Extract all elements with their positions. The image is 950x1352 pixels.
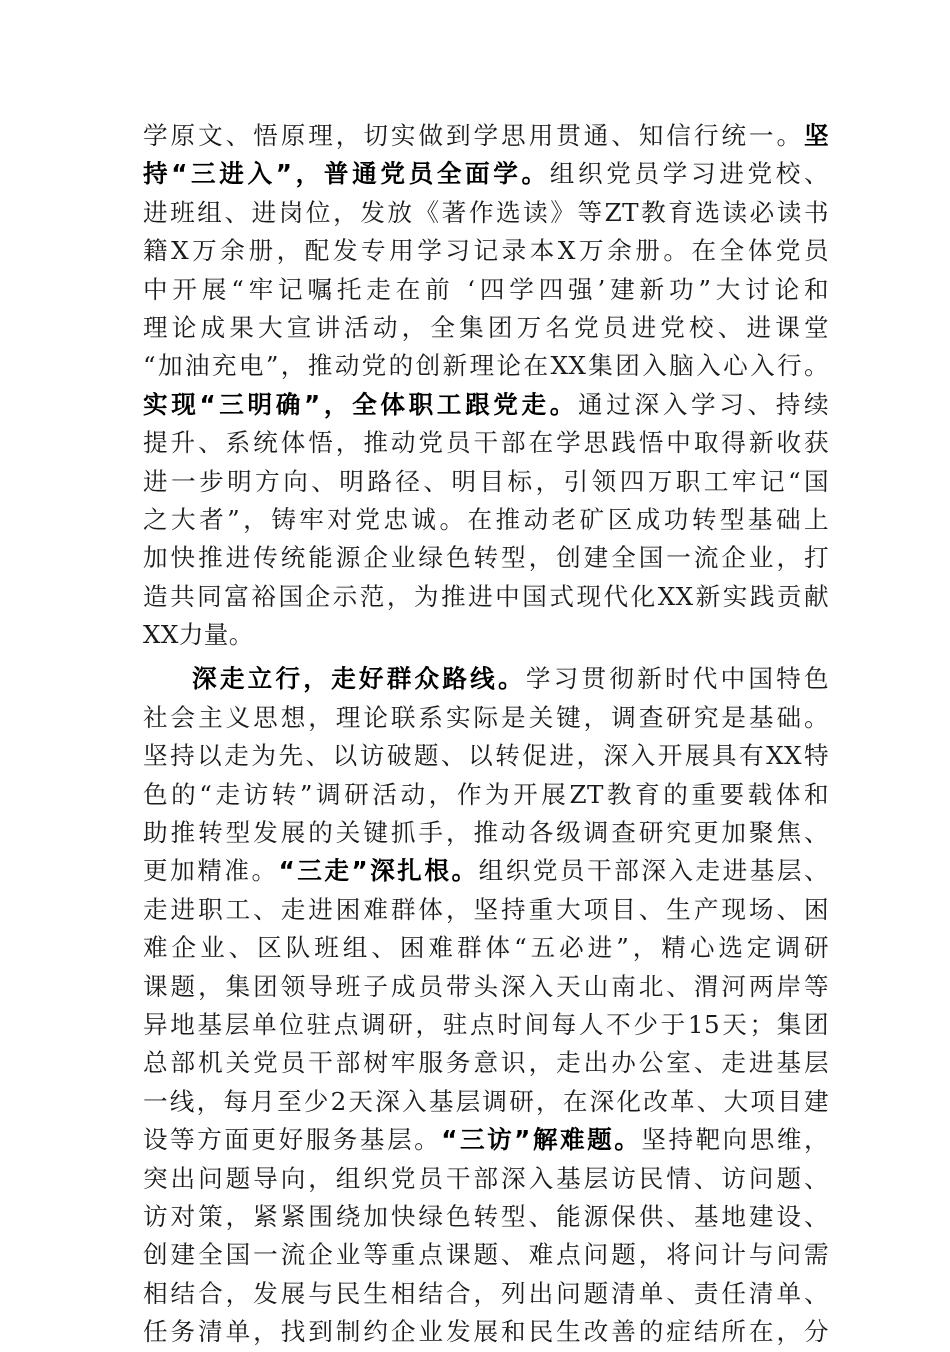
text-line (143, 1044, 829, 1082)
body-text-run: 难企业、区队班组、困难群体“五必进”，精心选定调研 (143, 933, 829, 963)
text-line (143, 347, 829, 385)
body-text-run: 色的“走访转”调研活动，作为开展ZT教育的重要载体和 (143, 779, 829, 809)
bold-heading-text: 持“三进入”，普通党员全面学。 (143, 159, 550, 189)
body-text-run: 造共同富裕国企示范，为推进中国式现代化XX新实践贡献 (143, 581, 829, 611)
body-text-run: 籍X万余册，配发专用学习记录本X万余册。在全体党员 (143, 236, 829, 266)
text-line (143, 309, 829, 347)
text-line (143, 424, 829, 462)
text-line (143, 271, 829, 309)
text-line (143, 776, 829, 814)
text-line (143, 891, 829, 929)
paragraph-1 (143, 117, 829, 654)
body-text-run: 相结合，发展与民生相结合，列出问题清单、责任清单、 (143, 1278, 829, 1308)
bold-heading-text: “三访”解难题。 (441, 1125, 642, 1155)
body-text-run: XX力量。 (143, 620, 254, 650)
body-text-run: 社会主义思想，理论联系实际是关键，调查研究是基础。 (143, 702, 829, 732)
body-text-run: 之大者”，铸牢对党忠诚。在推动老矿区成功转型基础上 (143, 504, 829, 534)
text-line (143, 1236, 829, 1274)
body-text-run: 进班组、进岗位，发放《著作选读》等ZT教育选读必读书 (143, 197, 829, 227)
bold-heading-text: 坚 (804, 121, 829, 150)
body-text (143, 117, 829, 1352)
text-line (143, 737, 829, 775)
body-text-run: 一线，每月至少2天深入基层调研，在深化改革、大项目建 (143, 1086, 829, 1116)
text-line (143, 660, 829, 698)
text-line (143, 386, 829, 424)
body-text-run: 总部机关党员干部树牢服务意识，走出办公室、走进基层 (143, 1048, 829, 1078)
bold-heading-text: “三走”深扎根。 (278, 856, 479, 886)
body-text-run: 提升、系统体悟，推动党员干部在学思践悟中取得新收获 (143, 428, 829, 458)
text-line (143, 852, 829, 890)
text-line (143, 699, 829, 737)
body-text-run: 中开展“牢记嘱托走在前 ‘四学四强’建新功”大讨论和 (143, 274, 829, 304)
body-text-run: 进一步明方向、明路径、明目标，引领四万职工牢记“国 (143, 466, 829, 496)
text-line (143, 1083, 829, 1121)
text-line (143, 1160, 829, 1198)
text-line (143, 578, 829, 616)
text-line (143, 616, 829, 654)
bold-heading-text: 实现“三明确”，全体职工跟党走。 (143, 389, 579, 419)
body-text-run: 异地基层单位驻点调研，驻点时间每人不少于15天；集团 (143, 1009, 829, 1039)
body-text-run: 加快推进传统能源企业绿色转型，创建全国一流企业，打 (143, 543, 829, 573)
body-text-run: 组织党员干部深入走进基层、 (478, 856, 830, 886)
body-text-run: 学原文、悟原理，切实做到学思用贯通、知信行统一。 (143, 121, 804, 150)
text-line (143, 814, 829, 852)
text-line (143, 968, 829, 1006)
body-text-run: 助推转型发展的关键抓手，推动各级调查研究更加聚焦、 (143, 818, 829, 848)
bold-heading-text: 深走立行，走好群众路线。 (192, 664, 526, 694)
body-text-run: 访对策，紧紧围绕加快绿色转型、能源保供、基地建设、 (143, 1201, 829, 1231)
text-line (143, 539, 829, 577)
text-line (143, 463, 829, 501)
body-text-run: 理论成果大宣讲活动，全集团万名党员进党校、进课堂 (143, 312, 829, 342)
text-line (143, 194, 829, 232)
body-text-run: 课题，集团领导班子成员带头深入天山南北、渭河两岸等 (143, 971, 829, 1001)
text-line (143, 1313, 829, 1351)
text-line (143, 929, 829, 967)
text-line (143, 232, 829, 270)
text-line (143, 1275, 829, 1313)
body-text-run: 通过深入学习、持续 (578, 389, 829, 419)
body-text-run: 突出问题导向，组织党员干部深入基层访民情、访问题、 (143, 1163, 829, 1193)
text-line (143, 117, 829, 155)
text-line (143, 1121, 829, 1159)
text-line (143, 501, 829, 539)
body-text-run: 创建全国一流企业等重点课题、难点问题，将问计与问需 (143, 1240, 829, 1270)
text-line (143, 1006, 829, 1044)
body-text-run: 学习贯彻新时代中国特色 (525, 664, 829, 694)
body-text-run: 坚持靶向思维， (641, 1125, 830, 1155)
body-text-run: 组织党员学习进党校、 (549, 159, 829, 189)
text-line (143, 155, 829, 193)
body-text-run: 更加精准。 (143, 856, 279, 886)
paragraph-2 (143, 660, 829, 1351)
body-text-run: 设等方面更好服务基层。 (143, 1125, 442, 1155)
body-text-run: 任务清单，找到制约企业发展和民生改善的症结所在，分 (143, 1317, 829, 1347)
body-text-run: 走进职工、走进困难群体，坚持重大项目、生产现场、困 (143, 894, 829, 924)
body-text-run: “加油充电”，推动党的创新理论在XX集团入脑入心入行。 (143, 351, 829, 381)
body-text-run: 坚持以走为先、以访破题、以转促进，深入开展具有XX特 (143, 741, 829, 771)
text-line (143, 1198, 829, 1236)
